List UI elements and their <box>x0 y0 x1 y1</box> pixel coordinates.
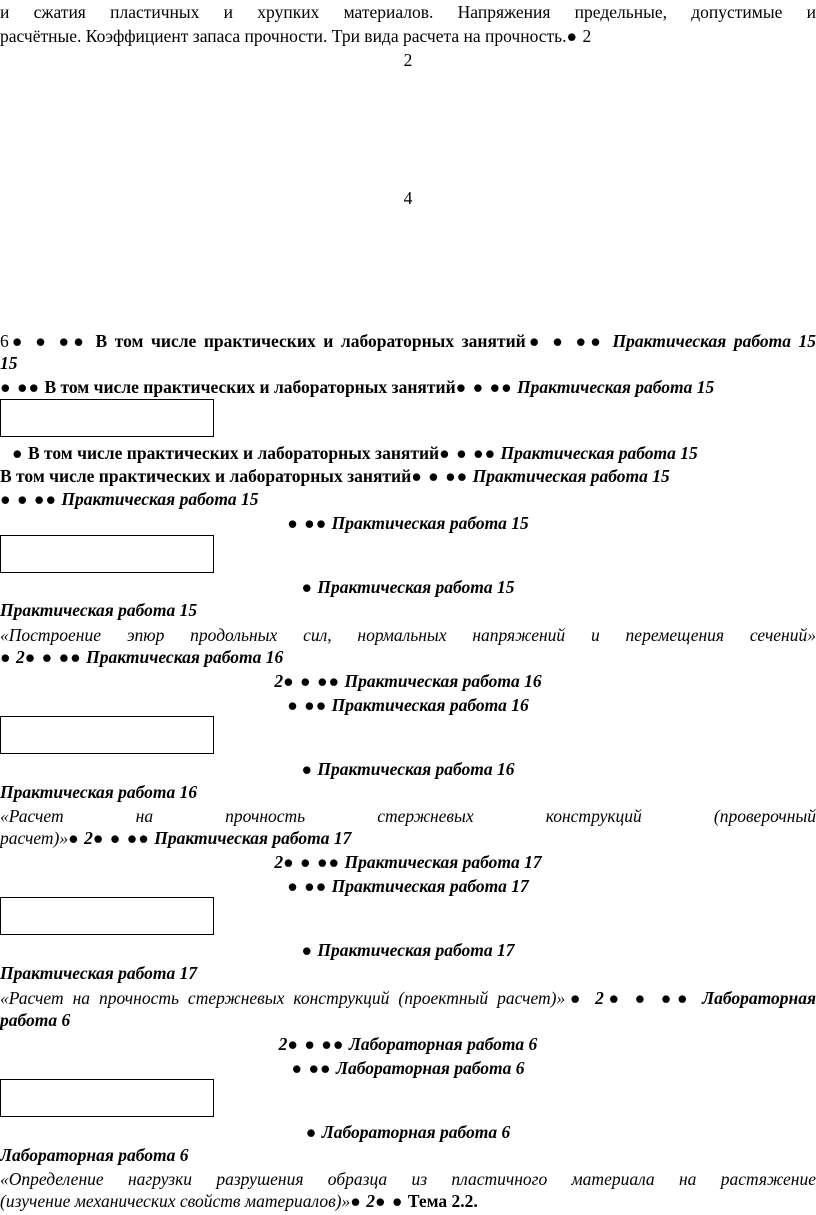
hours-value: 2 <box>403 50 413 70</box>
line-15: 15 <box>0 353 18 373</box>
intro-line-1: и сжатия пластичных и хрупких материалов. Напряжения предельные, допустимые и <box>0 2 816 22</box>
line-lr6-center: ● ●● Лабораторная работа 6 <box>291 1058 525 1078</box>
line-work6: работа 6 <box>0 1010 71 1030</box>
line-lr6-center: 2● ● ●● Лабораторная работа 6 <box>278 1034 538 1054</box>
line-pr16-center: ● Практическая работа 16 <box>301 759 515 779</box>
grade-box[interactable] <box>0 897 214 935</box>
intro-line-2: расчётные. Коэффициент запаса прочности. Три вида расчета на прочность.● 2 <box>0 26 592 46</box>
line-incl-1: 6● ● ●● В том числе практических и лабораторных занятий● ● ●● Практическая работа 15 <box>0 331 816 351</box>
line-pr16-center: 2● ● ●● Практическая работа 16 <box>274 671 542 691</box>
heading-lr6: Лабораторная работа 6 <box>0 1145 189 1165</box>
grade-box[interactable] <box>0 1079 214 1117</box>
heading-pr15: Практическая работа 15 <box>0 600 198 620</box>
topic-pr16: «Расчет на прочность стержневых конструкций (проверочный <box>0 806 816 826</box>
line-pr15: ● ● ●● Практическая работа 15 <box>0 489 259 509</box>
line-lr6-center: ● Лабораторная работа 6 <box>305 1122 511 1142</box>
topic-pr15: «Построение эпюр продольных сил, нормальных напряжений и перемещения сечений» <box>0 625 816 645</box>
line-pr17-center: ● Практическая работа 17 <box>301 940 515 960</box>
grade-box[interactable] <box>0 716 214 754</box>
hours-value: 4 <box>403 188 413 208</box>
heading-pr16: Практическая работа 16 <box>0 782 198 802</box>
bullet: ● <box>566 26 579 46</box>
topic-pr16-cont: расчет)»● 2● ● ●● Практическая работа 17 <box>0 828 352 848</box>
line-pr16: ● 2● ● ●● Практическая работа 16 <box>0 647 284 667</box>
line-pr17-center: ● ●● Практическая работа 17 <box>287 876 529 896</box>
line-pr17-center: 2● ● ●● Практическая работа 17 <box>274 852 542 872</box>
grade-box[interactable] <box>0 535 214 573</box>
topic-pr17: «Расчет на прочность стержневых конструкций (проектный расчет)»● 2● ● ●● Лабораторная <box>0 988 816 1008</box>
line-incl-4: В том числе практических и лабораторных занятий● ● ●● Практическая работа 15 <box>0 466 670 486</box>
line-pr16-center: ● ●● Практическая работа 16 <box>287 695 529 715</box>
line-pr15-center: ● ●● Практическая работа 15 <box>287 513 529 533</box>
line-pr15-center: ● Практическая работа 15 <box>301 577 515 597</box>
line-incl-3: ● В том числе практических и лабораторных занятий● ● ●● Практическая работа 15 <box>12 443 698 463</box>
line-incl-2: ● ●● В том числе практических и лабораторных занятий● ● ●● Практическая работа 15 <box>0 377 715 397</box>
topic-lr6: «Определение нагрузки разрушения образца из пластичного материала на растяжение <box>0 1169 816 1189</box>
heading-pr17: Практическая работа 17 <box>0 963 198 983</box>
grade-box[interactable] <box>0 399 214 437</box>
topic-lr6-cont: (изучение механических свойств материалов)»● 2● ● Тема 2.2. <box>0 1191 478 1211</box>
